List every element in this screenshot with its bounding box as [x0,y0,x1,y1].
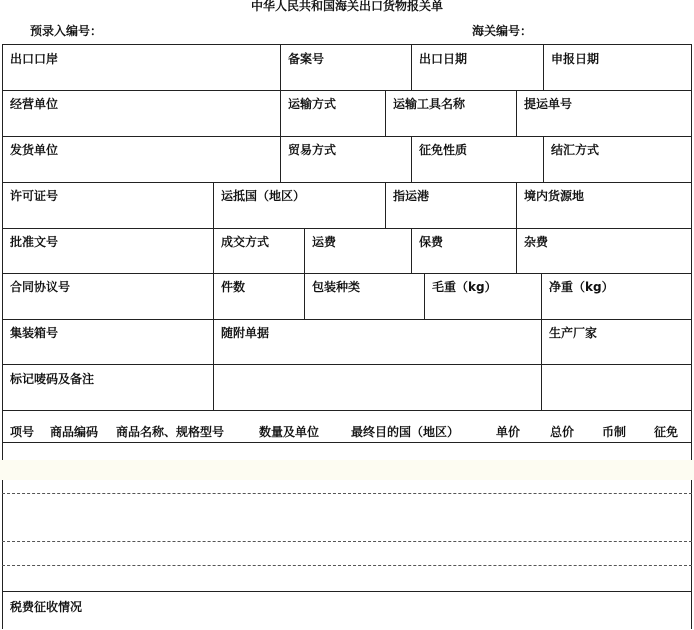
label-business-unit: 经营单位 [10,97,59,111]
column-divider [411,136,412,182]
label-approval-number: 批准文号 [10,235,59,249]
label-export-port: 出口口岸 [10,52,59,66]
label-net-weight: 净重（kg） [549,280,614,294]
label-package-type: 包装种类 [312,280,361,294]
col-quantity-unit: 数量及单位 [259,425,320,439]
label-container-number: 集装箱号 [10,326,59,340]
label-vehicle-name: 运输工具名称 [393,97,466,111]
declaration-form [2,44,692,630]
label-export-date: 出口日期 [419,52,468,66]
column-divider [541,273,542,319]
row-divider [2,410,692,411]
row-divider [2,442,692,443]
col-item-no: 项号 [10,425,35,439]
label-destination-port: 指运港 [393,189,430,203]
label-contract-number: 合同协议号 [10,280,71,294]
label-gross-weight: 毛重（kg） [432,280,497,294]
column-divider [516,90,517,136]
column-divider [516,228,517,273]
column-divider [385,182,386,228]
column-divider [213,182,214,410]
item-line [2,541,692,542]
label-attached-documents: 随附单据 [221,326,270,340]
label-domestic-source: 境内货源地 [524,189,585,203]
row-divider [2,228,692,229]
row-divider [2,591,692,592]
label-bill-of-lading: 提运单号 [524,97,573,111]
row-divider [2,364,692,365]
label-record-number: 备案号 [288,52,325,66]
label-insurance: 保费 [419,235,444,249]
column-divider [543,44,544,90]
column-divider [543,136,544,182]
row-divider [2,136,692,137]
column-divider [411,44,412,90]
label-transport-mode: 运输方式 [288,97,337,111]
label-license-number: 许可证号 [10,189,59,203]
column-divider [411,228,412,273]
column-divider [385,90,386,136]
col-currency: 币制 [602,425,627,439]
label-tax-collection: 税费征收情况 [10,600,83,614]
item-line [2,565,692,566]
column-divider [424,273,425,319]
row-divider [2,182,692,183]
row-divider [2,319,692,320]
label-destination-country: 运抵国（地区） [221,189,306,203]
label-transaction-mode: 成交方式 [221,235,270,249]
label-consignor: 发货单位 [10,143,59,157]
label-levy-nature: 征免性质 [419,143,468,157]
row-divider [2,90,692,91]
col-commodity-name-spec: 商品名称、规格型号 [116,425,225,439]
form-title: 中华人民共和国海关出口货物报关单 [250,0,443,13]
label-marks-remarks: 标记唛码及备注 [10,372,95,386]
label-trade-mode: 贸易方式 [288,143,337,157]
label-package-count: 件数 [221,280,246,294]
column-divider [280,44,281,182]
row-divider [2,273,692,274]
item-line [2,493,692,494]
pre-entry-number-label: 预录入编号： [30,24,103,38]
col-unit-price: 单价 [496,425,521,439]
label-settlement-method: 结汇方式 [551,143,600,157]
label-declaration-date: 申报日期 [551,52,600,66]
page-scan-gap [0,460,694,480]
label-freight: 运费 [312,235,337,249]
col-commodity-code: 商品编码 [50,425,99,439]
customs-number-label: 海关编号： [472,24,533,38]
label-misc-charges: 杂费 [524,235,549,249]
label-manufacturer: 生产厂家 [549,326,598,340]
col-total-price: 总价 [550,425,575,439]
column-divider [516,182,517,228]
col-final-destination: 最终目的国（地区） [351,425,460,439]
column-divider [304,228,305,319]
col-levy-exemption: 征免 [654,425,679,439]
column-divider [541,319,542,410]
